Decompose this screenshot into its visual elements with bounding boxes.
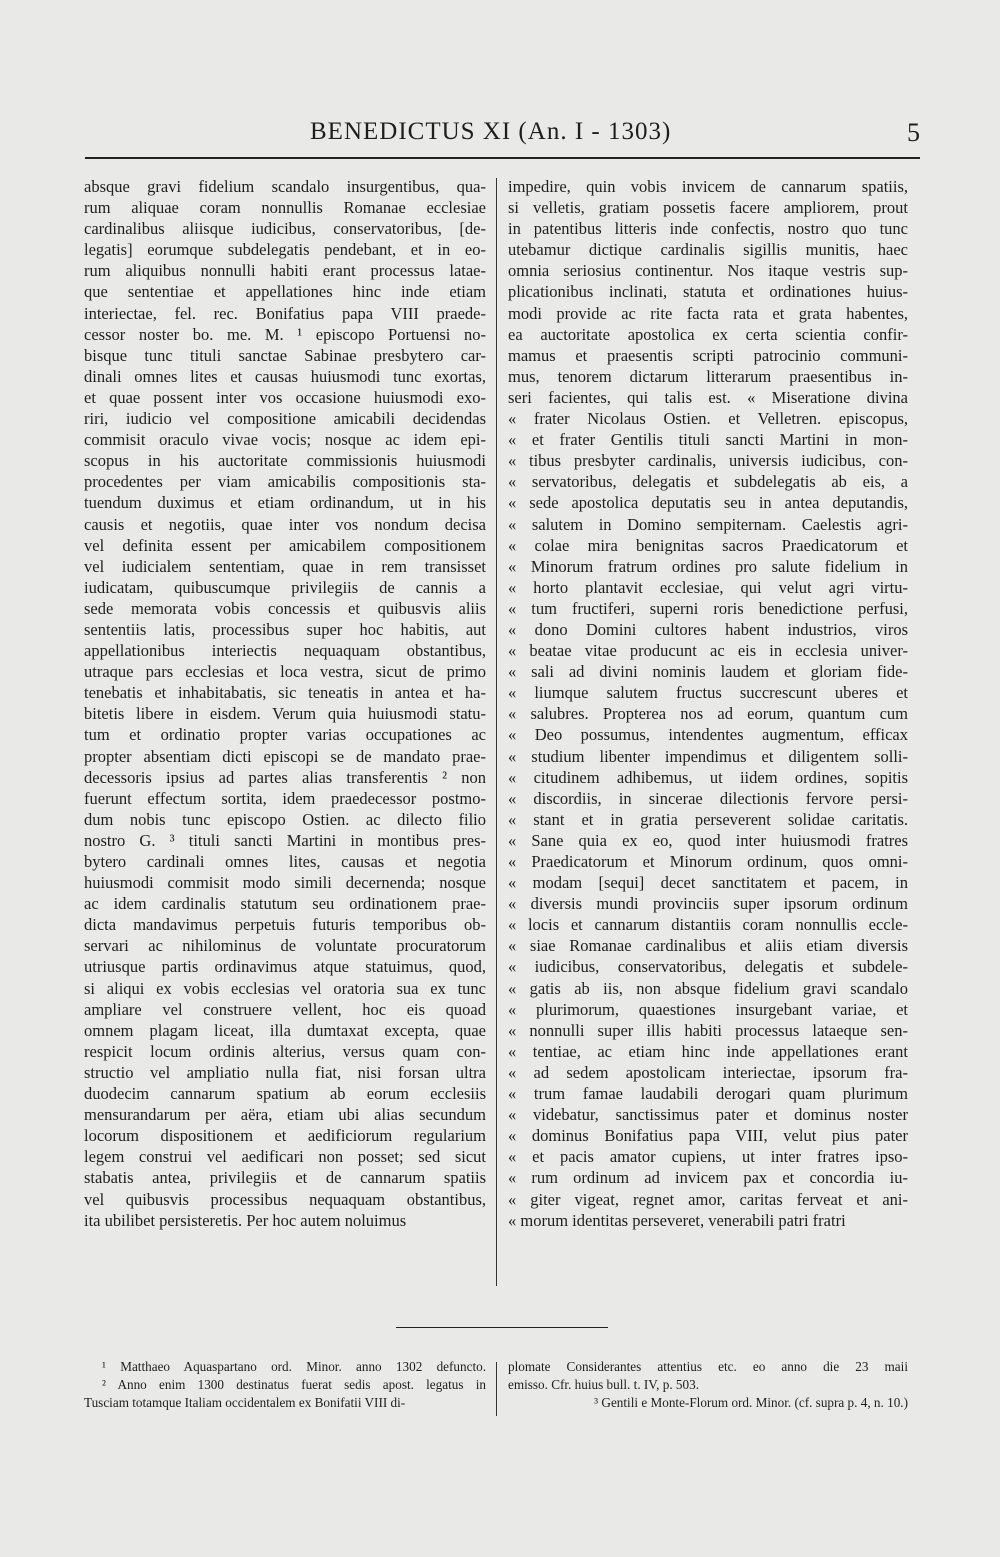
text-line: dum nobis tunc episcopo Ostien. ac dilecto filio	[84, 809, 486, 829]
text-line: « ad sedem apostolicam interiectae, ipsorum fra-	[508, 1062, 908, 1082]
text-line: si aliqui ex vobis ecclesias vel oratoria sua ex tunc	[84, 978, 486, 998]
text-line: « studium libenter impendimus et diligentem solli-	[508, 746, 908, 766]
text-line: ita ubilibet persisteretis. Per hoc autem noluimus	[84, 1210, 407, 1230]
text-line: respicit locum ordinis alterius, versus quam con-	[84, 1041, 486, 1061]
column-divider	[496, 178, 497, 1286]
page-header	[90, 118, 920, 154]
text-line: iudicatam, quibuscumque privilegiis de cannis a	[84, 577, 486, 597]
text-line: modi provide ac rite facta rata et grata habentes,	[508, 303, 908, 323]
text-line: commisit oraculo vivae vocis; nosque ac idem epi-	[84, 430, 486, 450]
text-line: appellationibus interiectis nequaquam obstantibus,	[84, 641, 486, 661]
text-line: impedire, quin vobis invicem de cannarum spatiis,	[508, 177, 908, 196]
text-line: « morum identitas perseveret, venerabili patri fratri	[508, 1210, 846, 1230]
text-line: legatis] eorumque subdelegatis pendebant, et in eo-	[84, 240, 486, 260]
footnote-rule	[396, 1327, 608, 1328]
text-line: dicta mandavimus perpetuis futuris temporibus ob-	[84, 915, 486, 935]
text-line: « citudinem adhibemus, ut iidem ordines, sopitis	[508, 767, 908, 787]
text-line: utraque pars ecclesias et loca vestra, sicut de primo	[84, 662, 486, 682]
text-line: seri facientes, qui talis est. « Miseratione divina	[508, 387, 908, 407]
text-line: « trum famae laudabili derogari quam plurimum	[508, 1084, 908, 1104]
text-line: cardinalibus aliisque iudicibus, conservatoribus, [de-	[84, 219, 486, 239]
text-line: rum aliquibus nonnulli habiti erant processus latae-	[84, 261, 486, 281]
text-line: sede memorata vobis concessis et quibusvis aliis	[84, 598, 486, 618]
text-line: interiectae, fel. rec. Bonifatius papa VIII praede-	[84, 303, 486, 323]
text-line: « tentiae, ac etiam hinc inde appellationes erant	[508, 1041, 908, 1061]
right-text-column	[508, 176, 908, 1231]
text-line: « discordiis, in sincerae dilectionis fervore persi-	[508, 788, 908, 808]
footnote-line: ² Anno enim 1300 destinatus fuerat sedis apost. legatus in	[102, 1377, 486, 1392]
text-line: bitetis libere in eisdem. Verum quia huiusmodi statu-	[84, 704, 486, 724]
text-line: « dominus Bonifatius papa VIII, velut pius pater	[508, 1126, 908, 1146]
text-line: « nonnulli super illis habiti processus lataeque sen-	[508, 1020, 908, 1040]
text-line: omnem plagam liceat, illa dumtaxat excepta, quae	[84, 1020, 486, 1040]
text-line: stabatis antea, privilegiis et de cannarum spatiis	[84, 1168, 486, 1188]
text-line: fuerunt effectum sortita, idem praedecessor postmo-	[84, 788, 486, 808]
footnote-line: ³ Gentili e Monte-Florum ord. Minor. (cf. supra p. 4, n. 10.)	[594, 1395, 908, 1410]
text-line: « salubres. Propterea nos ad eorum, quantum cum	[508, 704, 908, 724]
text-line: utriusque partis ordinavimus atque statuimus, quod,	[84, 957, 486, 977]
text-line: cessor noster bo. me. M. ¹ episcopo Portuensi no-	[84, 324, 486, 344]
text-line: « tibus presbyter cardinalis, universis iudicibus, con-	[508, 451, 908, 471]
text-line: vel definita essent per amicabilem compositionem	[84, 535, 486, 555]
text-line: servari ac nihilominus de voluntate procuratorum	[84, 936, 486, 956]
text-line: duodecim cannarum spatium ab eorum ecclesiis	[84, 1084, 486, 1104]
text-line: « sali ad divini nominis laudem et gloriam fide-	[508, 662, 908, 682]
text-line: « frater Nicolaus Ostien. et Velletren. episcopus,	[508, 409, 908, 429]
text-line: ac idem cardinalis statutum seu ordinationem prae-	[84, 894, 486, 914]
header-rule	[85, 157, 920, 159]
text-line: « Deo possumus, intendentes augmentum, efficax	[508, 725, 908, 745]
running-title: BENEDICTUS XI (An. I - 1303)	[310, 118, 672, 145]
text-line: ampliare vel construere vellent, hoc eis quoad	[84, 999, 486, 1019]
text-line: vel quibusvis processibus nequaquam obstantibus,	[84, 1189, 486, 1209]
text-line: « Sane quia ex eo, quod inter huiusmodi fratres	[508, 830, 908, 850]
text-line: huiusmodi commisit modo simili decernenda; nosque	[84, 873, 486, 893]
text-line: mensurandarum per aëra, etiam ubi alias secundum	[84, 1105, 486, 1125]
text-line: « Praedicatorum et Minorum ordinum, quos omni-	[508, 852, 908, 871]
text-line: « beatae vitae producunt ac eis in ecclesia univer-	[508, 641, 908, 661]
footnote-column-divider	[496, 1362, 497, 1416]
text-line: rum aliquae coram nonnullis Romanae ecclesiae	[84, 198, 486, 218]
footnote-line: emisso. Cfr. huius bull. t. IV, p. 503.	[508, 1377, 699, 1392]
text-line: « et pacis amator cupiens, ut inter fratres ipso-	[508, 1147, 908, 1167]
text-line: « horto plantavit ecclesiae, qui velut agri virtu-	[508, 577, 908, 597]
text-line: riri, iudicio vel compositione amicabili decidendas	[84, 409, 486, 429]
text-line: « rum ordinum ad invicem pax et concordia iu-	[508, 1168, 908, 1188]
text-line: sententiis latis, processibus super hoc habitis, aut	[84, 619, 486, 639]
text-line: locorum dispositionem et aedificiorum regularium	[84, 1126, 486, 1146]
text-line: mus, tenorem dictarum litterarum praesentibus in-	[508, 366, 908, 386]
footnote-line: Tusciam totamque Italiam occidentalem ex Bonifatii VIII di-	[84, 1395, 406, 1410]
text-line: plicationibus inclinati, statuta et ordinationes huius-	[508, 282, 908, 302]
text-line: nostro G. ³ tituli sancti Martini in montibus pres-	[84, 830, 486, 850]
text-line: si velletis, gratiam possetis facere ampliorem, prout	[508, 198, 908, 218]
text-line: propter absentiam dicti episcopi se de mandato prae-	[84, 746, 486, 766]
text-line: structio vel ampliatio nulla fiat, nisi forsan ultra	[84, 1062, 486, 1082]
text-line: utebamur dictique cardinalis sigillis munitis, haec	[508, 240, 908, 260]
page-number: 5	[907, 118, 920, 147]
text-line: « liumque salutem fructus succrescunt uberes et	[508, 683, 908, 703]
text-line: que sententiae et appellationes hinc inde etiam	[84, 282, 486, 302]
text-line: et quae possent inter vos occasione huiusmodi exo-	[84, 387, 486, 407]
text-line: bytero cardinali omnes lites, causas et negotia	[84, 852, 486, 871]
text-line: « salutem in Domino sempiternam. Caelestis agri-	[508, 514, 908, 534]
text-line: « iudicibus, conservatoribus, delegatis et subdele-	[508, 957, 908, 977]
text-line: « giter vigeat, regnet amor, caritas ferveat et ani-	[508, 1189, 908, 1209]
text-line: ea auctoritate apostolica ex certa scientia confir-	[508, 324, 908, 344]
text-line: mamus et praesentis scripti patrocinio communi-	[508, 345, 908, 365]
text-line: « et frater Gentilis tituli sancti Martini in mon-	[508, 430, 908, 450]
text-line: tum et ordinatio propter varias occupationes ac	[84, 725, 486, 745]
text-line: in patentibus litteris inde confectis, nostro quo tunc	[508, 219, 908, 239]
text-line: bisque tunc tituli sanctae Sabinae presbytero car-	[84, 345, 486, 365]
text-line: « siae Romanae cardinalibus et aliis etiam diversis	[508, 936, 908, 956]
text-line: « tum fructiferi, superni roris benedictione perfusi,	[508, 598, 908, 618]
text-line: dinali omnes lites et causas huiusmodi tunc exortas,	[84, 366, 486, 386]
text-line: « Minorum fratrum ordines pro salute fidelium in	[508, 556, 908, 576]
footnotes-right	[508, 1358, 908, 1412]
text-line: absque gravi fidelium scandalo insurgentibus, qua-	[84, 177, 486, 196]
text-line: decessoris ipsius ad partes alias transferentis ² non	[84, 767, 486, 787]
text-line: tenebatis et inhabitabatis, sic teneatis in antea et ha-	[84, 683, 486, 703]
text-line: « dono Domini cultores habent industrios, viros	[508, 619, 908, 639]
text-line: causis et negotiis, quae inter vos nondum decisa	[84, 514, 486, 534]
text-line: « stant et in gratia perseverent solidae caritatis.	[508, 809, 908, 829]
text-line: vel iudicialem sententiam, quae in rem transisset	[84, 556, 486, 576]
text-line: scopus in his auctoritate commissionis huiusmodi	[84, 451, 486, 471]
text-line: « servatoribus, delegatis et subdelegatis ab eis, a	[508, 472, 908, 492]
text-line: « modam [sequi] decet sanctitatem et pacem, in	[508, 873, 908, 893]
left-text-column	[84, 176, 486, 1231]
text-line: « videbatur, sanctissimus pater et dominus noster	[508, 1105, 908, 1125]
text-line: tuendum duximus et etiam ordinandum, ut in his	[84, 493, 486, 513]
text-line: « colae mira benignitas sacros Praedicatorum et	[508, 535, 908, 555]
text-line: « locis et cannarum distantiis coram nonnullis eccle-	[508, 915, 908, 935]
footnote-line: ¹ Matthaeo Aquaspartano ord. Minor. anno 1302 defuncto.	[102, 1359, 486, 1374]
text-line: omnia seriosius continentur. Nos itaque vestris sup-	[508, 261, 908, 281]
text-line: « sede apostolica deputatis seu in antea deputandis,	[508, 493, 908, 513]
text-line: « diversis mundi provinciis super ipsorum ordinum	[508, 894, 908, 914]
footnotes-left	[84, 1358, 486, 1412]
footnote-line: plomate Considerantes attentius etc. eo anno die 23 maii	[508, 1359, 908, 1374]
text-line: « plurimorum, quaestiones insurgebant variae, et	[508, 999, 908, 1019]
text-line: legem construi vel aedificari non posset; sed sicut	[84, 1147, 486, 1167]
text-line: procedentes per viam amicabilis compositionis sta-	[84, 472, 486, 492]
text-line: « gatis ab iis, non absque fidelium gravi scandalo	[508, 978, 908, 998]
